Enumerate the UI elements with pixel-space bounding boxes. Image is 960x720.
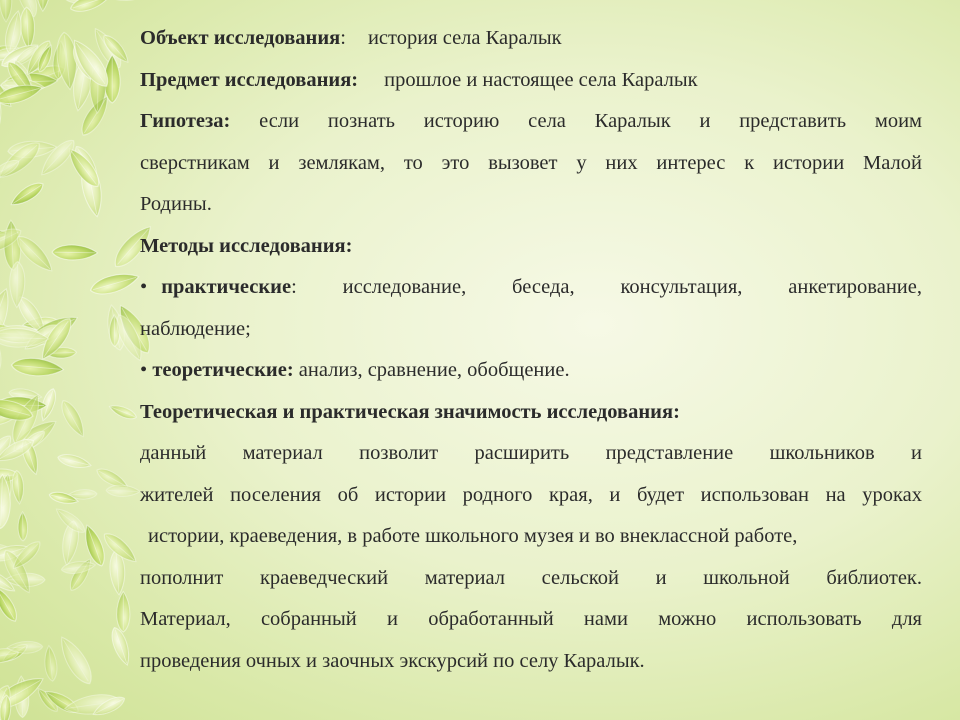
- object-value: история села Каралык: [367, 27, 562, 49]
- leaf-shape: [108, 402, 138, 421]
- hypothesis-line-2: сверстникам и землякам, то это вызовет у них интерес к истории Малой: [140, 151, 922, 174]
- methods-practical-line-1: [140, 267, 922, 309]
- leaf-shape: [106, 485, 140, 497]
- subject-label: Предмет исследования:: [140, 68, 359, 91]
- methods-heading: Методы исследования:: [140, 234, 353, 257]
- hypothesis-line-1: [140, 101, 922, 143]
- leaf-shape: [88, 269, 140, 299]
- significance-line-2: жителей поселения об истории родного края, и будет использован на уроках: [140, 483, 922, 506]
- subject-line: [140, 60, 922, 102]
- significance-line-1: данный материал позволит расширить представление школьников и: [140, 442, 922, 464]
- theoretical-text: анализ, сравнение, обобщение.: [298, 359, 570, 381]
- leaf-shape: [69, 0, 112, 15]
- significance-line-5: Материал, собранный и обработанный нами можно использовать для: [140, 608, 922, 630]
- leaf-shape: [0, 0, 12, 22]
- leaf-shape: [8, 179, 46, 210]
- content-block: [140, 18, 922, 682]
- leaf-shape: [52, 245, 97, 261]
- significance-heading: Теоретическая и практическая значимость исследования:: [140, 400, 680, 423]
- leaf-shape: [36, 0, 51, 11]
- hypothesis-line-3: Родины.: [140, 193, 212, 215]
- leaf-shape: [117, 592, 130, 632]
- leaf-shape: [108, 626, 133, 667]
- significance-line-4: пополнит краеведческий материал сельской и школьной библиотек.: [140, 566, 922, 589]
- significance-line-6: проведения очных и заочных экскурсий по селу Каралык.: [140, 649, 645, 672]
- hypothesis-text-1: если познать историю села Каралык и представить моим: [259, 110, 923, 132]
- leaf-shape: [18, 512, 28, 541]
- leaf-shape: [11, 470, 25, 504]
- theoretical-label: теоретические:: [152, 359, 294, 381]
- practical-label: практические: [161, 276, 292, 298]
- leaf-shape: [57, 452, 92, 471]
- methods-theoretical-line: [140, 350, 922, 392]
- bullet-icon: •: [140, 276, 148, 298]
- significance-line-3-text: истории, краеведения, в работе школьного музея и во внеклассной работе,: [148, 525, 798, 547]
- significance-line-3: [140, 516, 922, 558]
- bullet-icon: •: [140, 359, 148, 381]
- methods-practical-line-2: наблюдение;: [140, 317, 251, 340]
- object-line: [140, 18, 922, 60]
- leaf-shape: [11, 357, 64, 379]
- subject-value: прошлое и настоящее села Каралык: [384, 68, 698, 91]
- leaf-shape: [57, 398, 89, 440]
- leaf-shape: [100, 0, 147, 1]
- hypothesis-label: Гипотеза:: [140, 110, 231, 132]
- object-colon: :: [340, 27, 346, 49]
- leaf-shape: [43, 645, 58, 681]
- leaf-shape: [54, 633, 97, 688]
- practical-text-1: : исследование, беседа, консультация, анкетирование,: [291, 276, 922, 298]
- object-label: Объект исследования: [140, 27, 341, 49]
